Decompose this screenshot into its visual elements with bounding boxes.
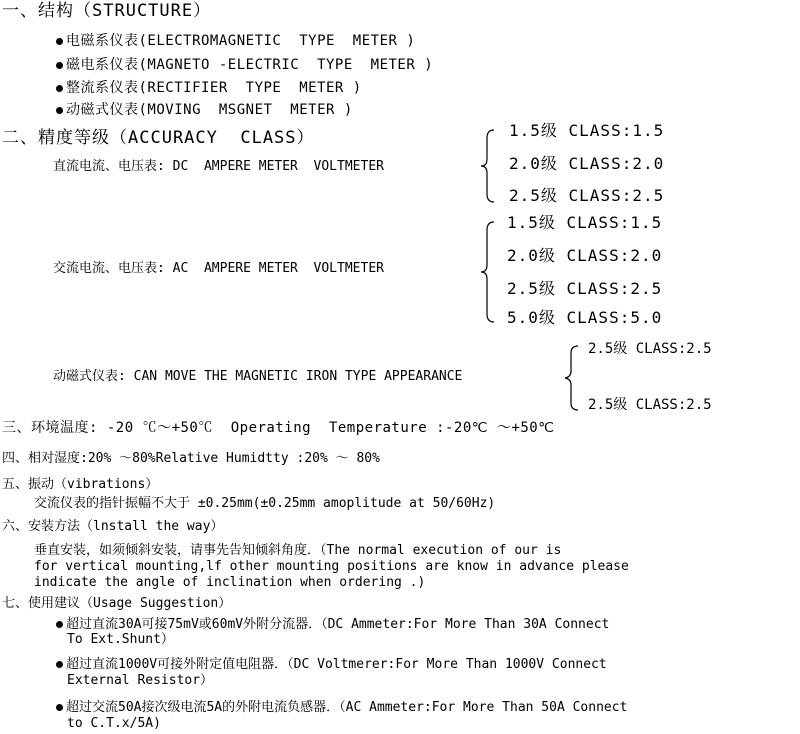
structure-item — [56, 103, 353, 117]
bullet-icon — [56, 704, 63, 711]
humidity-line: 四、相对湿度:20% ～80%Relative Humidtty :20% ～ 80% — [2, 451, 380, 466]
usage-item — [56, 658, 607, 671]
dc-class-item: 2.5级 CLASS:2.5 — [509, 186, 665, 205]
ac-class-item: 1.5级 CLASS:1.5 — [507, 213, 663, 232]
usage-item-line: to C.T.x/5A) — [67, 716, 161, 731]
dc-brace-icon — [478, 128, 498, 204]
bullet-icon — [56, 661, 63, 668]
structure-item-text: 磁电系仪表(MAGNETO -ELECTRIC TYPE METER ) — [66, 57, 434, 73]
structure-item-text: 电磁系仪表(ELECTROMAGNETIC TYPE METER ) — [66, 33, 416, 49]
usage-item-line: 超过直流30A可接75mV或60mV外附分流器．（DC Ammeter:For More Than 30A Connect — [66, 617, 610, 632]
install-text-line: indicate the angle of inclination when ordering .) — [34, 575, 426, 590]
structure-item — [56, 81, 362, 95]
bullet-icon — [56, 38, 63, 45]
usage-item — [56, 701, 627, 714]
moving-class-item: 2.5级 CLASS:2.5 — [588, 341, 712, 357]
dc-class-item: 2.0级 CLASS:2.0 — [509, 154, 665, 173]
structure-heading: 一、结构（STRUCTURE） — [2, 1, 212, 21]
accuracy-heading: 二、精度等级（ACCURACY CLASS） — [2, 128, 315, 148]
structure-item-text: 动磁式仪表(MOVING MSGNET METER ) — [66, 102, 353, 118]
bullet-icon — [56, 107, 63, 114]
usage-item — [56, 618, 609, 631]
install-heading: 六、安装方法（lnstall the way） — [2, 519, 224, 534]
usage-item-line: External Resistor） — [67, 673, 214, 688]
usage-item-line: 超过直流1000V可接外附定值电阻器．（DC Voltmerer:For More Than 1000V Connect — [66, 657, 607, 672]
dc-class-item: 1.5级 CLASS:1.5 — [509, 121, 665, 140]
bullet-icon — [56, 85, 63, 92]
temperature-line: 三、环境温度: -20 ℃～+50℃ Operating Temperature :-20℃ ～+50℃ — [2, 420, 555, 436]
bullet-icon — [56, 621, 63, 628]
ac-meter-label: 交流电流、电压表: AC AMPERE METER VOLTMETER — [53, 261, 384, 276]
structure-item — [56, 58, 433, 72]
install-text-line: 垂直安装，如须倾斜安装，请事先告知倾斜角度．（The normal execution of our is — [34, 543, 562, 558]
moving-brace-icon — [562, 344, 582, 412]
usage-heading: 七、使用建议（Usage Suggestion） — [2, 596, 232, 611]
ac-class-item: 2.5级 CLASS:2.5 — [507, 279, 663, 298]
install-text-line: for vertical mounting,lf other mounting positions are know in advance please — [34, 559, 629, 574]
bullet-icon — [56, 62, 63, 69]
vibrations-heading: 五、振动（vibrations） — [2, 477, 159, 492]
structure-item-text: 整流系仪表(RECTIFIER TYPE METER ) — [66, 80, 362, 96]
dc-meter-label: 直流电流、电压表: DC AMPERE METER VOLTMETER — [53, 159, 384, 174]
ac-brace-icon — [478, 220, 498, 324]
usage-item-line: To Ext.Shunt） — [67, 632, 174, 647]
usage-item-line: 超过交流50A接次级电流5A的外附电流负感器．（AC Ammeter:For More Than 50A Connect — [66, 700, 628, 715]
vibrations-text: 交流仪表的指针振幅不大于 ±0.25mm(±0.25mm amoplitude at 50/60Hz) — [34, 496, 496, 511]
ac-class-item: 2.0级 CLASS:2.0 — [507, 246, 663, 265]
moving-meter-label: 动磁式仪表: CAN MOVE THE MAGNETIC IRON TYPE APPEARANCE — [53, 369, 463, 384]
structure-item — [56, 34, 415, 48]
ac-class-item: 5.0级 CLASS:5.0 — [507, 308, 663, 327]
moving-class-item: 2.5级 CLASS:2.5 — [588, 397, 712, 413]
